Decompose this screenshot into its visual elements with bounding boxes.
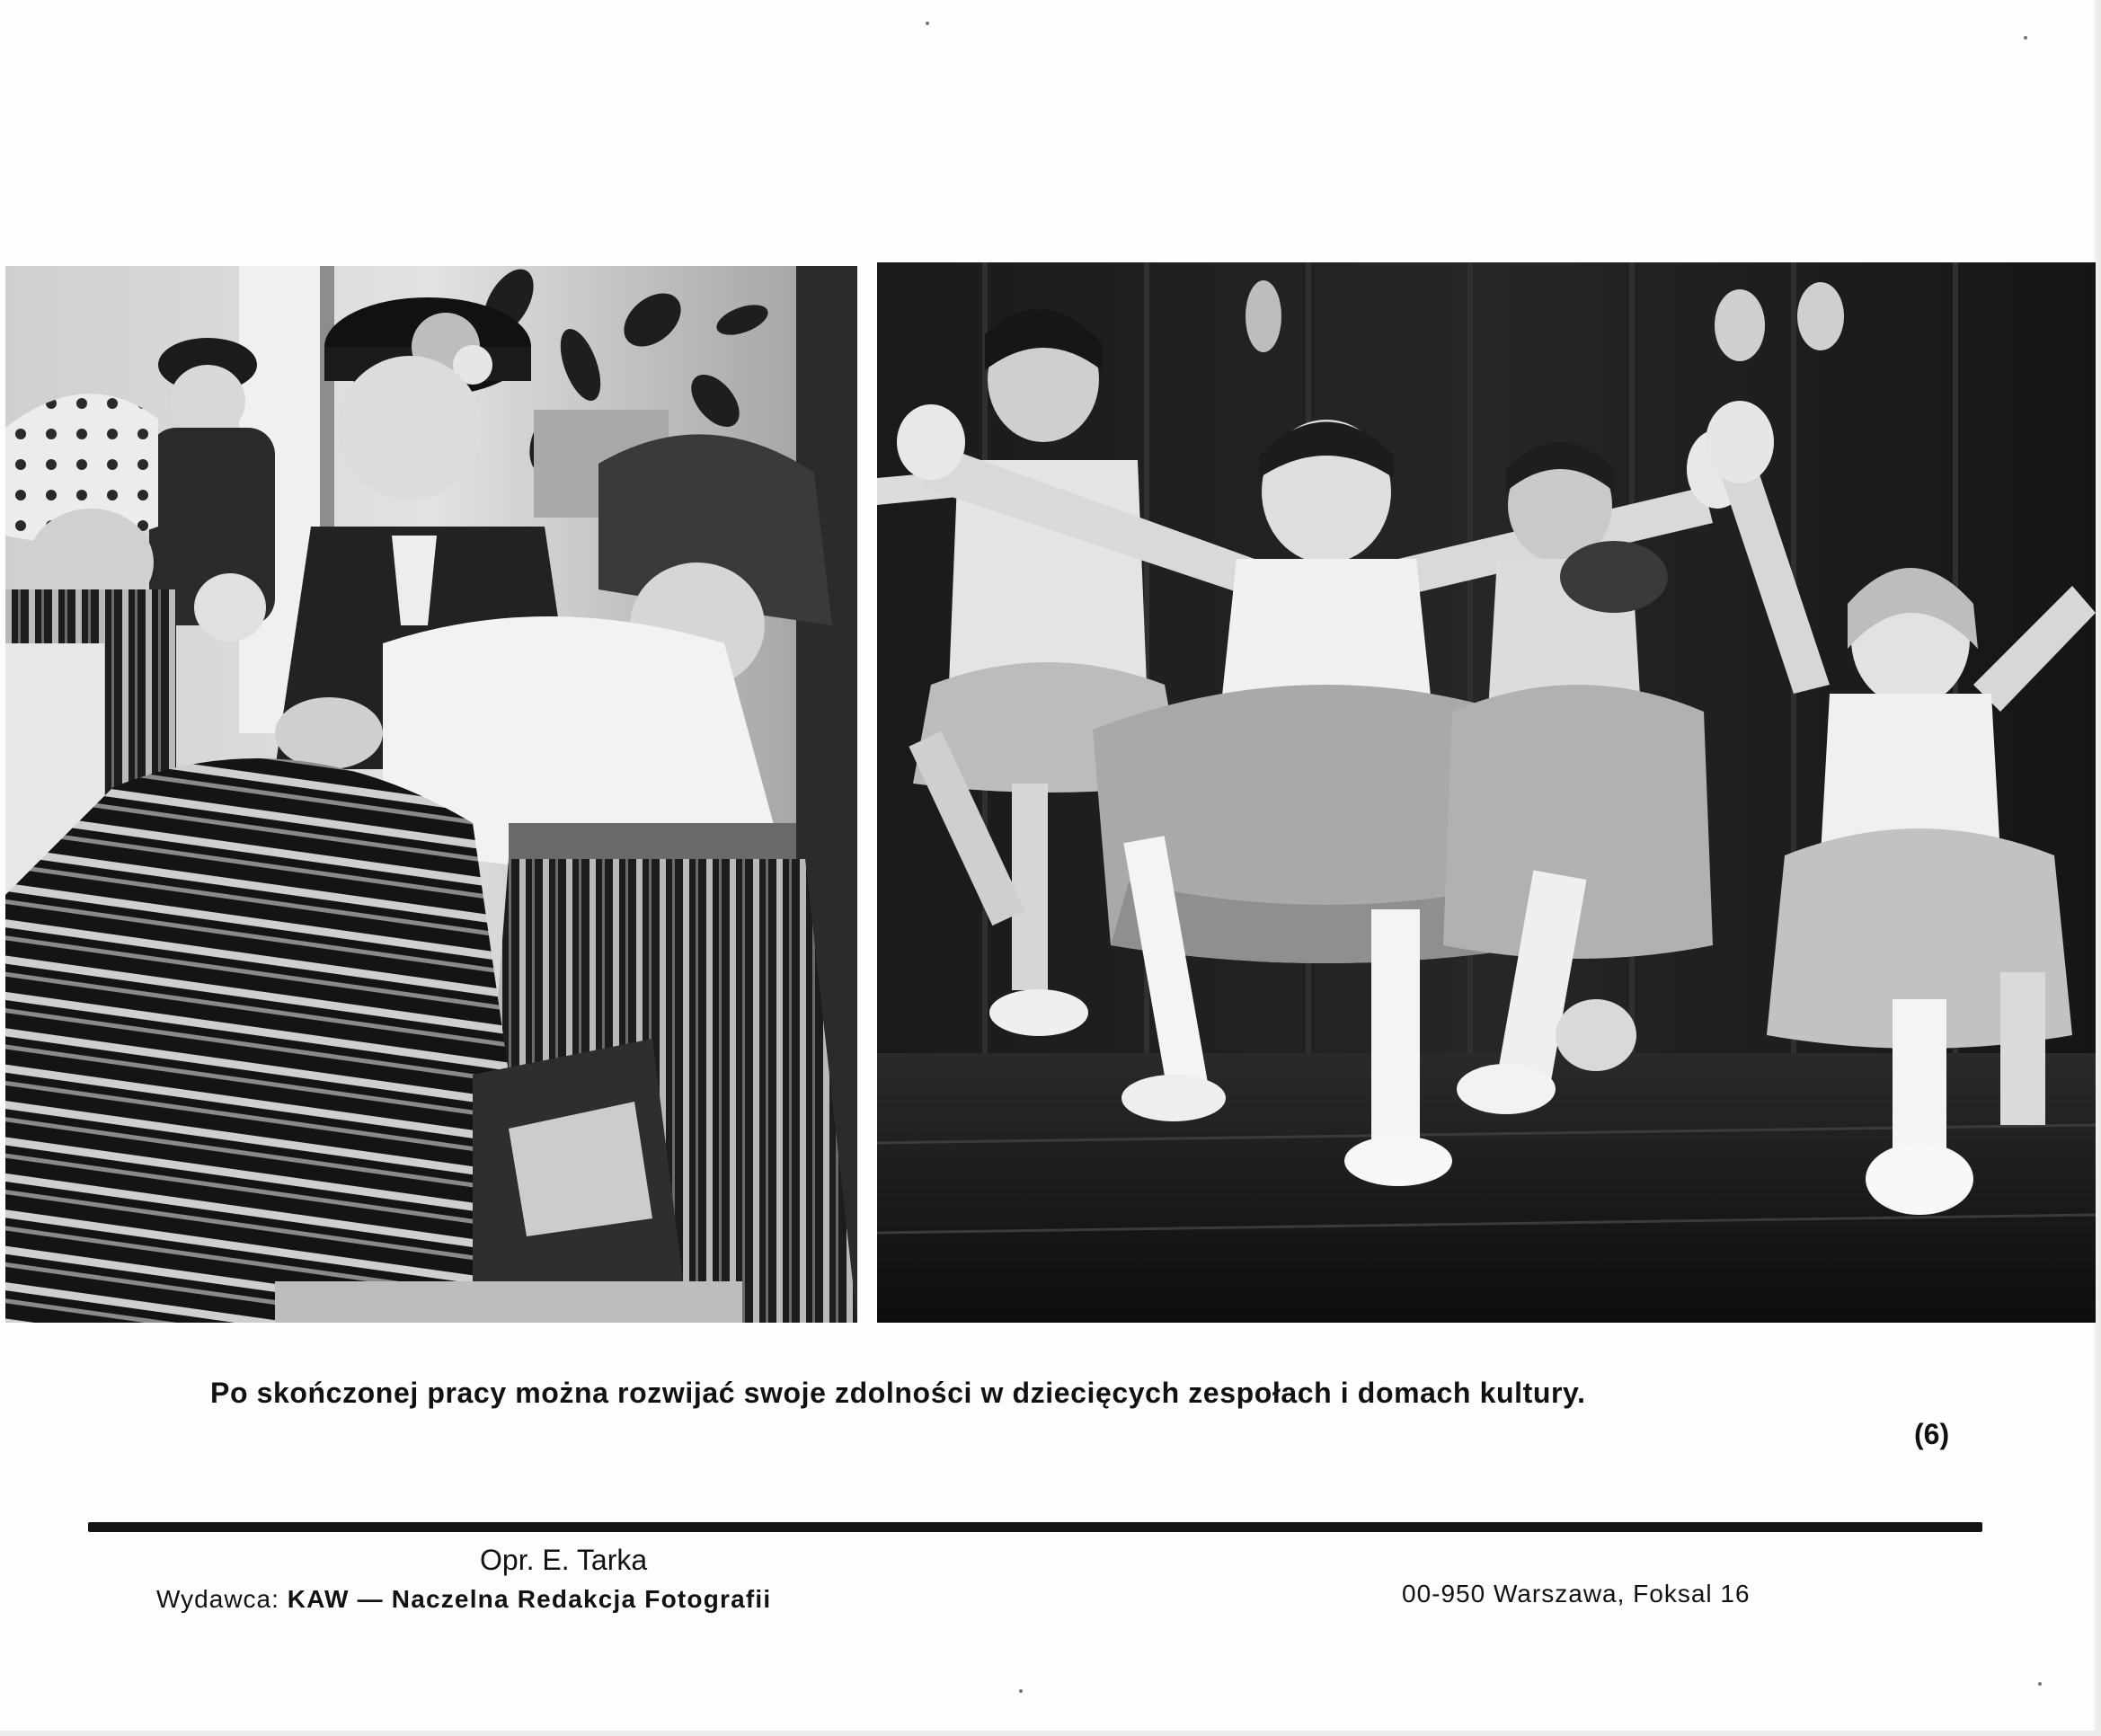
dust-speck	[2024, 36, 2027, 40]
photo-folk-costumes-image	[5, 266, 857, 1323]
photo-folk-costumes	[5, 266, 857, 1323]
divider-rule	[88, 1522, 1982, 1532]
photo-dancing-children-image	[877, 262, 2096, 1323]
photo-caption: Po skończonej pracy można rozwijać swoje zdolności w dziecięcych zespołach i domach kultury.	[210, 1377, 1586, 1409]
dust-speck	[2038, 1682, 2042, 1686]
publisher-prefix: Wydawca:	[156, 1585, 288, 1613]
photo-dancing-children	[877, 262, 2096, 1323]
publisher-line	[156, 1585, 771, 1614]
publisher-address: 00-950 Warszawa, Foksal 16	[1402, 1580, 1751, 1608]
dust-speck	[1019, 1689, 1023, 1693]
sheet-edge-bottom	[0, 1731, 2101, 1736]
plate-number: (6)	[1914, 1418, 1950, 1450]
dust-speck	[926, 22, 929, 25]
publisher-name: KAW — Naczelna Redakcja Fotografii	[287, 1585, 772, 1613]
author-credit: Opr. E. Tarka	[480, 1544, 648, 1576]
